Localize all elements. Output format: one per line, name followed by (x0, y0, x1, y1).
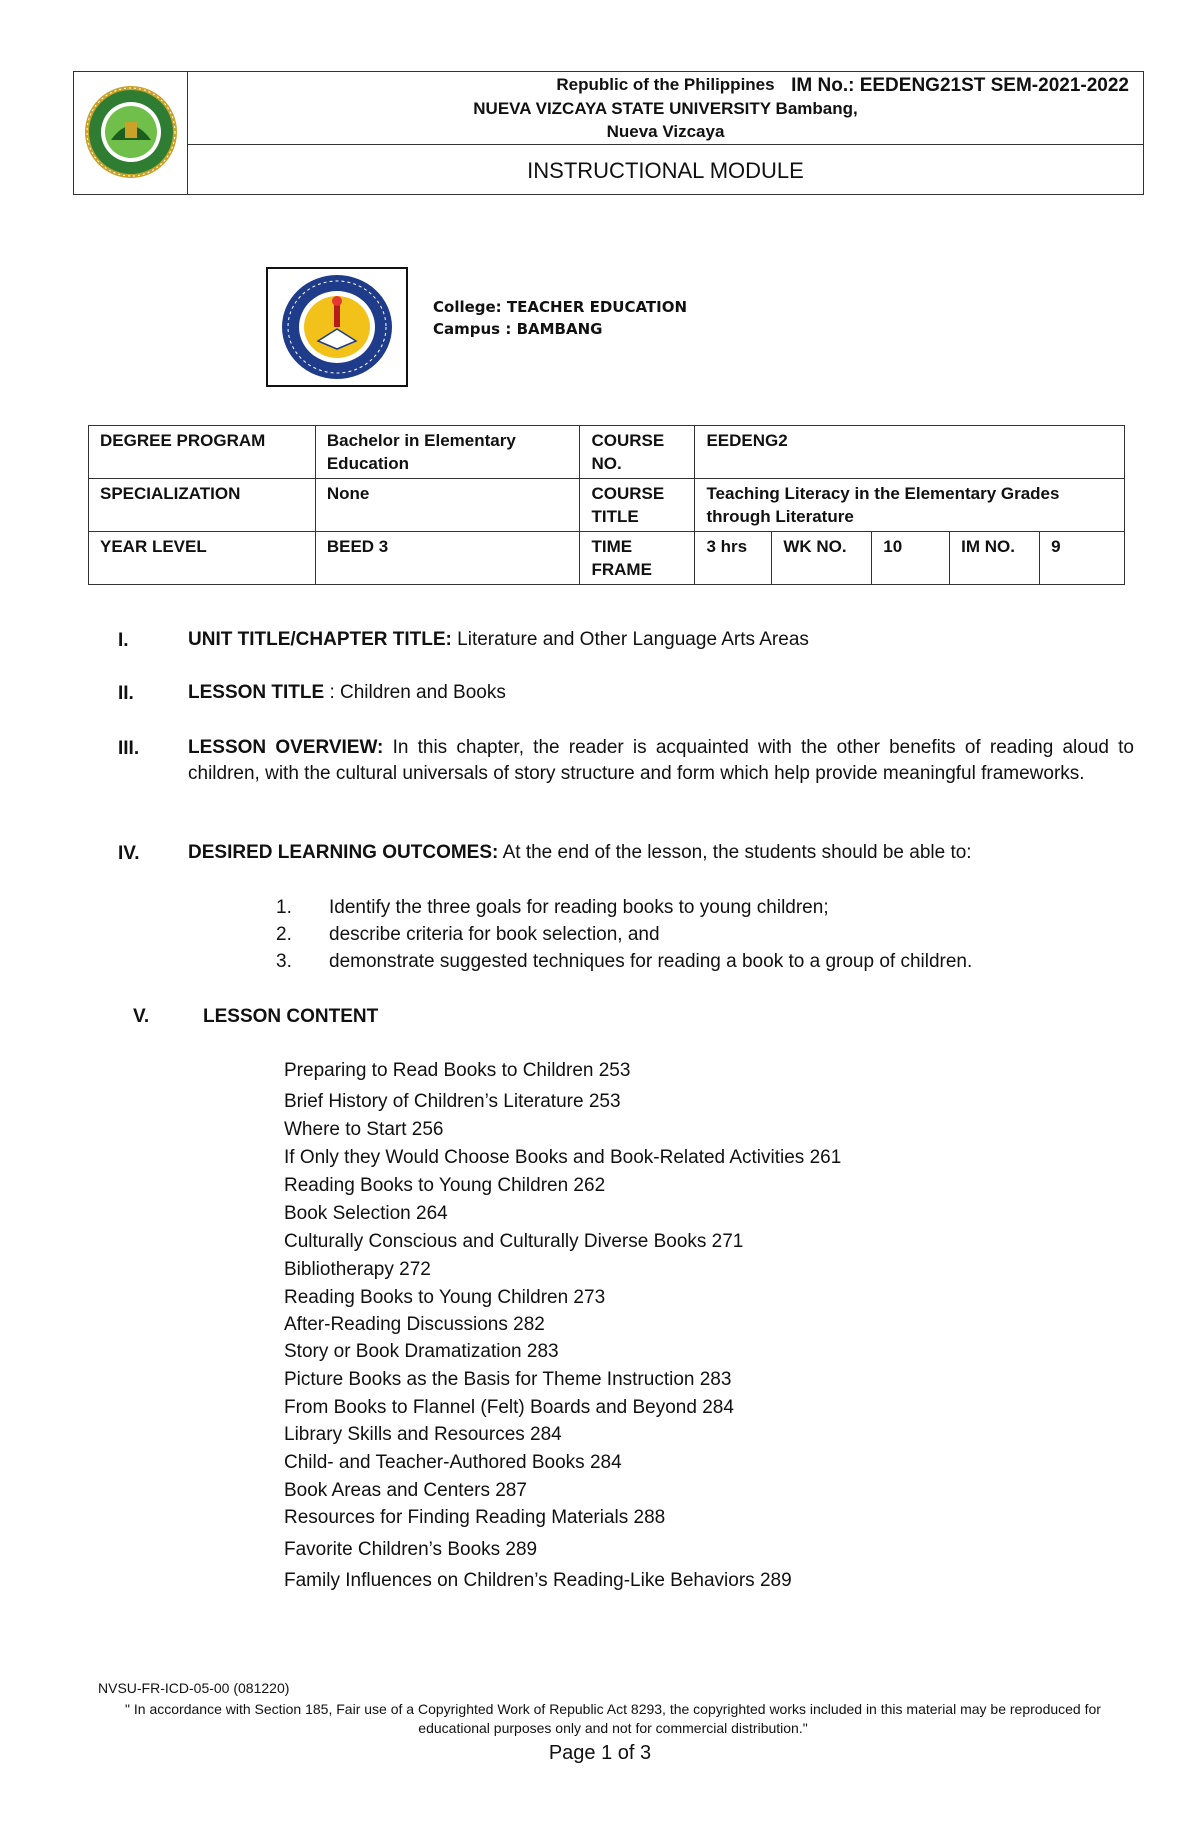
college-line (433, 298, 687, 316)
list-item: Story or Book Dramatization 283 (284, 1341, 559, 1362)
section-3-label: LESSON OVERVIEW: (188, 737, 384, 758)
nvsu-seal-icon (81, 82, 181, 182)
module-title: INSTRUCTIONAL MODULE (527, 158, 804, 183)
course-no-label: COURSE NO. (580, 426, 695, 479)
list-item: Picture Books as the Basis for Theme Instruction 283 (284, 1369, 732, 1390)
college-value: TEACHER EDUCATION (506, 298, 688, 316)
section-1-label: UNIT TITLE/CHAPTER TITLE: (188, 629, 452, 650)
section-4-label: DESIRED LEARNING OUTCOMES: (188, 842, 499, 863)
header-republic-line: Republic of the Philippines (556, 75, 775, 94)
section-3-number: III. (118, 738, 140, 759)
section-4-number: IV. (118, 843, 140, 864)
outcome-number: 2. (276, 924, 292, 945)
degree-program-label: DEGREE PROGRAM (89, 426, 316, 479)
footer-copyright-note: " In accordance with Section 185, Fair use of a Copyrighted Work of Republic Act 8293, the copyrighted works included in this material may be reproduced for educational purposes only and not for commercial distribution." (125, 1701, 1101, 1736)
year-level-label: YEAR LEVEL (89, 532, 316, 585)
table-row (89, 479, 1125, 532)
header-university-line: NUEVA VIZCAYA STATE UNIVERSITY Bambang, (473, 99, 858, 118)
section-1-text: Literature and Other Language Arts Areas (451, 629, 809, 650)
list-item: Book Areas and Centers 287 (284, 1480, 527, 1501)
list-item: Child- and Teacher-Authored Books 284 (284, 1452, 622, 1473)
outcome-number: 3. (276, 951, 292, 972)
section-5-label: LESSON CONTENT (203, 1006, 379, 1027)
list-item: Book Selection 264 (284, 1203, 448, 1224)
header-location-line: Nueva Vizcaya (606, 122, 725, 141)
outcome-text: Identify the three goals for reading books to young children; (329, 897, 829, 918)
outcome-text: demonstrate suggested techniques for reading a book to a group of children. (329, 951, 973, 972)
list-item: If Only they Would Choose Books and Book-Related Activities 261 (284, 1147, 842, 1168)
list-item: Reading Books to Young Children 273 (284, 1287, 606, 1308)
list-item: Preparing to Read Books to Children 253 (284, 1060, 631, 1081)
header-im-number: IM No.: EEDENG21ST SEM-2021-2022 (791, 75, 1129, 96)
list-item: From Books to Flannel (Felt) Boards and Beyond 284 (284, 1397, 734, 1418)
im-no-label: IM NO. (950, 532, 1040, 585)
course-title-label: COURSE TITLE (580, 479, 695, 532)
time-frame-value: 3 hrs (695, 532, 772, 585)
specialization-value: None (315, 479, 580, 532)
course-no-value: EEDENG2 (695, 426, 1125, 479)
college-logo-box (266, 267, 408, 387)
list-item: Brief History of Children’s Literature 253 (284, 1091, 621, 1112)
list-item: Resources for Finding Reading Materials 288 (284, 1507, 666, 1528)
section-1 (188, 627, 1138, 653)
course-title-value: Teaching Literacy in the Elementary Grades through Literature (695, 479, 1125, 532)
footer-form-code: NVSU-FR-ICD-05-00 (081220) (98, 1680, 290, 1696)
section-5-number: V. (133, 1006, 150, 1027)
degree-program-value: Bachelor in Elementary Education (315, 426, 580, 479)
table-row (89, 426, 1125, 479)
section-1-number: I. (118, 630, 129, 651)
section-4 (188, 840, 1138, 866)
year-level-value: BEED 3 (315, 532, 580, 585)
header-logo-cell (74, 72, 188, 194)
section-2-number: II. (118, 683, 134, 704)
list-item: After-Reading Discussions 282 (284, 1314, 545, 1335)
wk-no-label: WK NO. (772, 532, 872, 585)
table-row (89, 532, 1125, 585)
section-2-text: : Children and Books (324, 682, 506, 703)
page-number: Page 1 of 3 (548, 1742, 652, 1764)
time-frame-label: TIME FRAME (580, 532, 695, 585)
list-item: Where to Start 256 (284, 1119, 444, 1140)
campus-value: BAMBANG (516, 320, 603, 338)
outcome-number: 1. (276, 897, 292, 918)
header-text-cell (188, 72, 1143, 145)
section-4-text: At the end of the lesson, the students should be able to: (498, 842, 972, 863)
list-item: Library Skills and Resources 284 (284, 1424, 562, 1445)
section-3 (188, 735, 1134, 787)
list-item: Culturally Conscious and Culturally Diverse Books 271 (284, 1231, 744, 1252)
section-3-text: In this chapter, the reader is acquainted with the other benefits of reading aloud to children, with the cultural universals of story structure and form which help provide meaningful frameworks. (188, 737, 1134, 784)
college-label: College: (433, 298, 502, 316)
im-no-value: 9 (1040, 532, 1125, 585)
specialization-label: SPECIALIZATION (89, 479, 316, 532)
list-item: Bibliotherapy 272 (284, 1259, 431, 1280)
list-item: Favorite Children’s Books 289 (284, 1539, 538, 1560)
campus-label: Campus : (433, 320, 512, 338)
wk-no-value: 10 (872, 532, 950, 585)
campus-line (433, 320, 602, 338)
list-item: Reading Books to Young Children 262 (284, 1175, 606, 1196)
cte-seal-icon (278, 273, 396, 381)
section-2 (188, 680, 1138, 706)
outcome-text: describe criteria for book selection, and (329, 924, 660, 945)
section-2-label: LESSON TITLE (188, 682, 325, 703)
header-box (73, 71, 1144, 195)
list-item: Family Influences on Children’s Reading-Like Behaviors 289 (284, 1570, 792, 1591)
course-info-table (88, 425, 1125, 585)
